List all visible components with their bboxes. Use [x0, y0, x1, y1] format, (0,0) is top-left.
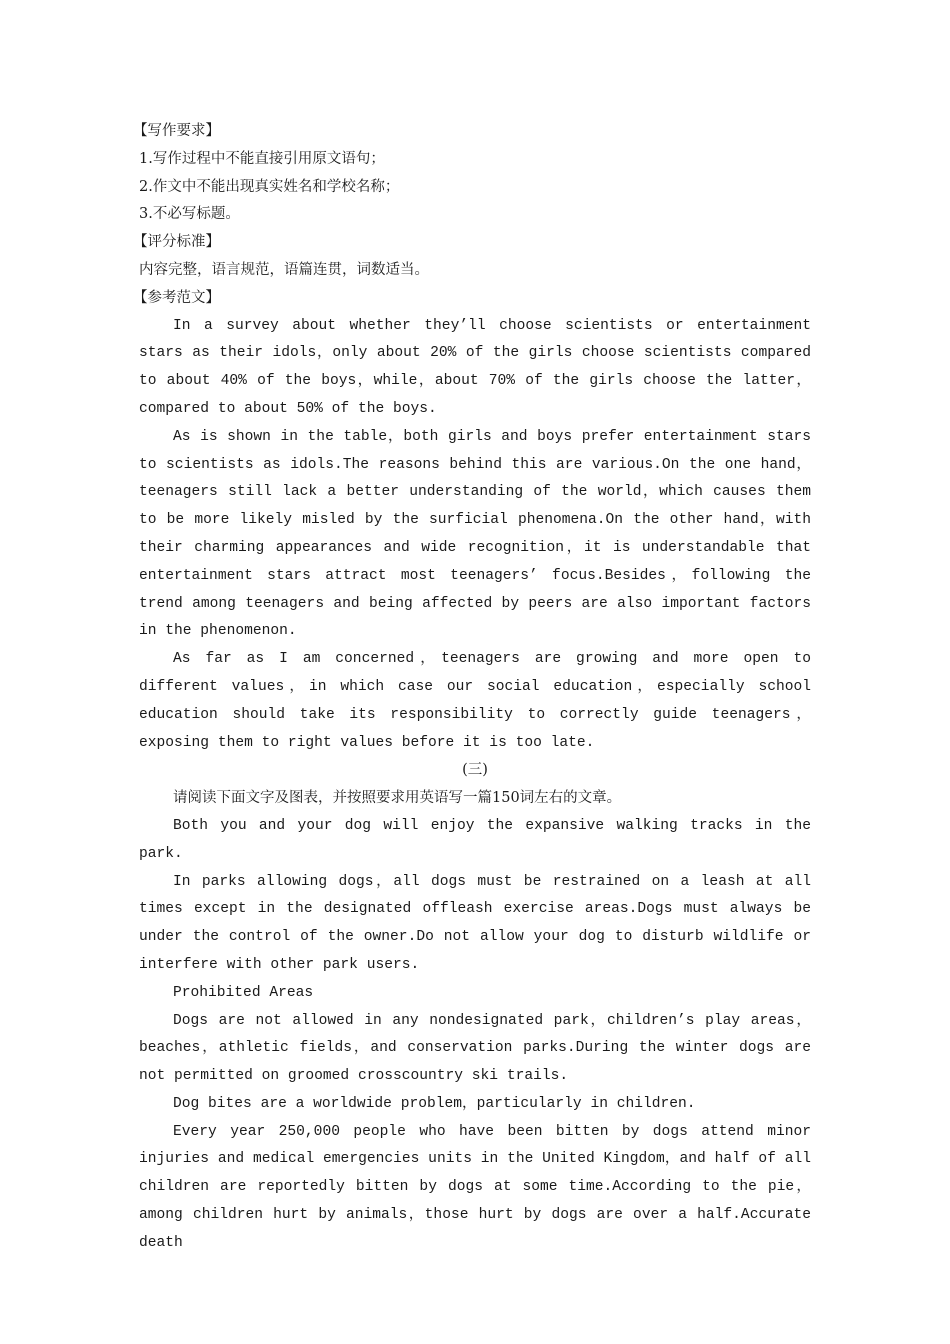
- section-number: (三): [462, 762, 488, 779]
- requirement-item-2: 2.作文中不能出现真实姓名和学校名称；: [139, 178, 400, 195]
- passage-paragraph-1: Both you and your dog will enjoy the expansive walking tracks in the park.: [139, 817, 811, 862]
- sample-paragraph-1: In a survey about whether they’ll choose scientists or entertainment stars as their idols，only about 20% of the girls choose scientists compared to about 40% of the boys，while，about 70% of the girls choose the latter，compared to about 50% of the boys.: [139, 317, 811, 417]
- sample-heading: 【参考范文】: [133, 289, 220, 306]
- sample-paragraph-3: As far as I am concerned，teenagers are growing and more open to different values，in which case our social education，especially school education should take its responsibility to correctly guide teenagers，exposing them to right values before it is too late.: [139, 651, 811, 751]
- requirement-item-1: 1.写作过程中不能直接引用原文语句；: [139, 150, 385, 167]
- document-page: [133, 118, 811, 1258]
- passage-paragraph-5: Dog bites are a worldwide problem，particularly in children.: [173, 1095, 696, 1112]
- passage-paragraph-2: In parks allowing dogs，all dogs must be restrained on a leash at all times except in the designated offleash exercise areas.Dogs must always be under the control of the owner.Do not allow your dog to disturb wildlife or interfere with other park users.: [139, 873, 811, 973]
- passage-subheading: Prohibited Areas: [173, 984, 314, 1001]
- requirements-heading: 【写作要求】: [133, 123, 220, 139]
- requirement-item-3: 3.不必写标题。: [139, 206, 240, 223]
- scoring-heading: 【评分标准】: [133, 234, 220, 251]
- passage-paragraph-6: Every year 250,000 people who have been bitten by dogs attend minor injuries and medical emergencies units in the United Kingdom，and half of all children are reportedly bitten by dogs at some time.According to the pie，among children hurt by animals，those hurt by dogs are over a half.Accurate death: [139, 1123, 811, 1251]
- sample-paragraph-2: As is shown in the table，both girls and boys prefer entertainment stars to scientists as idols.The reasons behind this are various.On the one hand，teenagers still lack a better understanding of the world，which causes them to be more likely misled by the surficial phenomena.On the other hand，with their charming appearances and wide recognition，it is understandable that entertainment stars attract most teenagers’ focus.Besides，following the trend among teenagers and being affected by peers are also important factors in the phenomenon.: [139, 428, 811, 640]
- passage-paragraph-4: Dogs are not allowed in any nondesignated park，children’s play areas，beaches，athletic fields，and conservation parks.During the winter dogs are not permitted on groomed crosscountry ski trails.: [139, 1012, 811, 1085]
- task-instruction: 请阅读下面文字及图表，并按照要求用英语写一篇150词左右的文章。: [173, 790, 622, 807]
- scoring-text: 内容完整，语言规范，语篇连贯，词数适当。: [139, 261, 429, 278]
